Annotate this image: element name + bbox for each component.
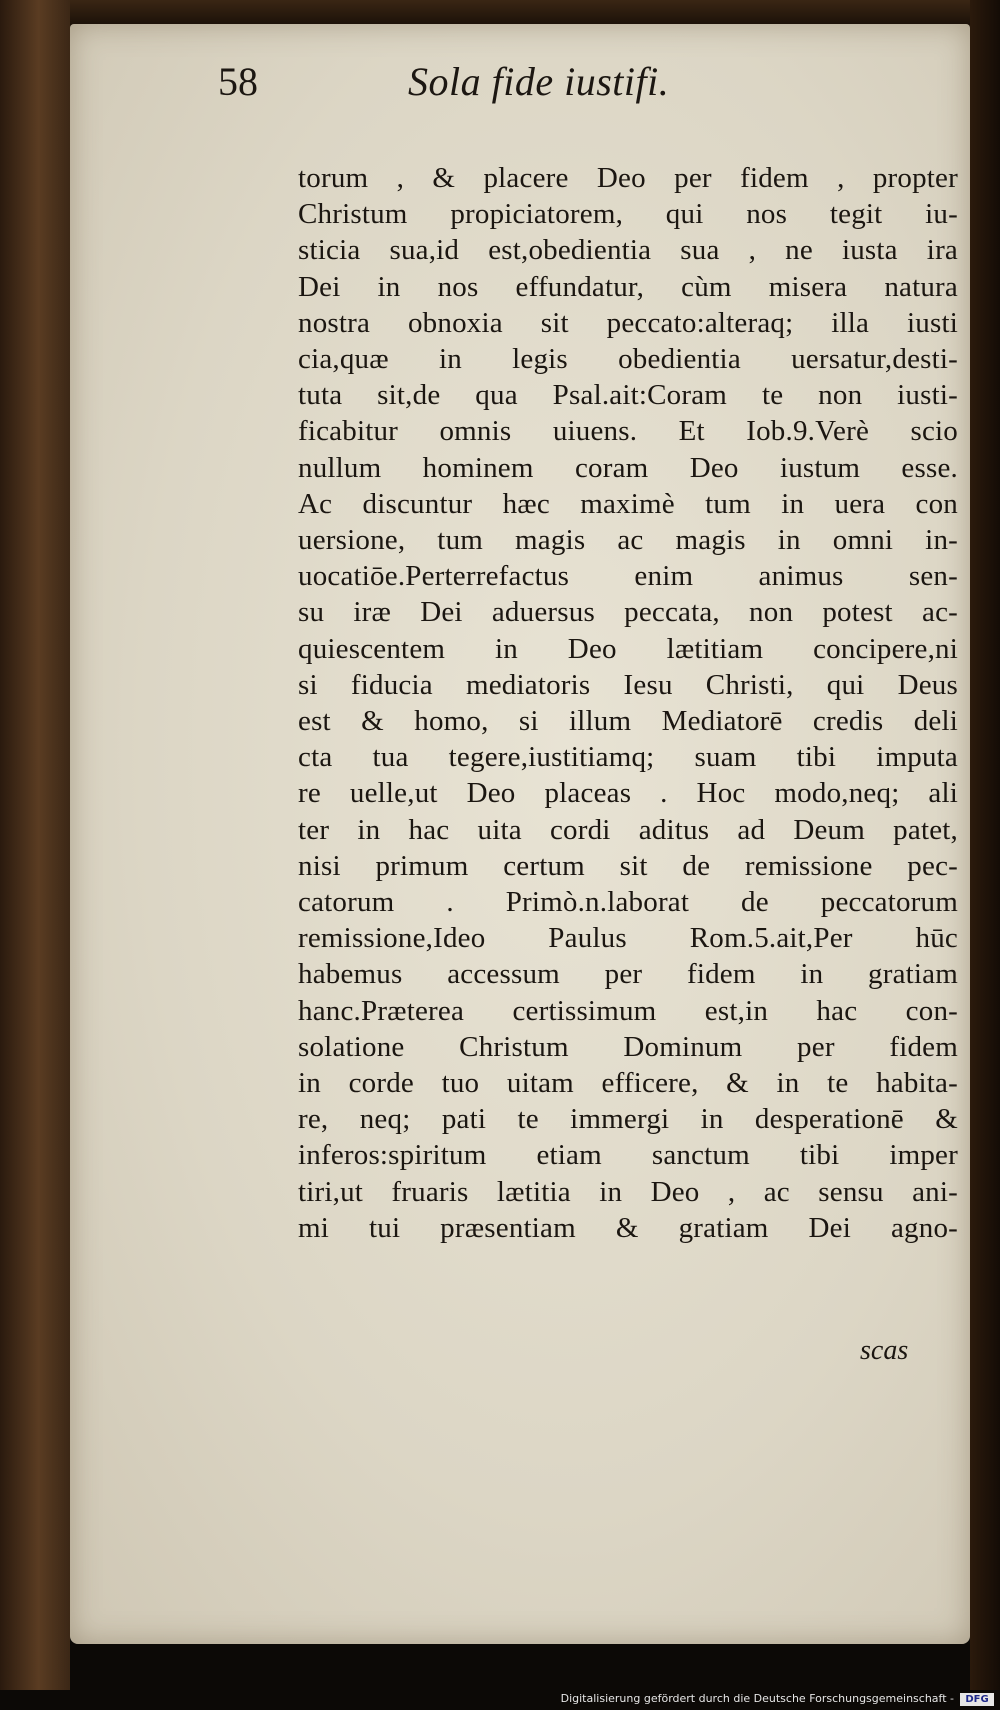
text-line: sticia sua,id est,obedientia sua , ne iusta ira	[298, 234, 958, 267]
text-line: Ac discuntur hæc maximè tum in uera con	[298, 487, 958, 520]
text-line: nullum hominem coram Deo iustum esse.	[298, 451, 958, 484]
text-line: si fiducia mediatoris Iesu Christi, qui Deus	[298, 668, 958, 701]
text-line: re, neq; pati te immergi in desperationē &	[298, 1103, 958, 1136]
page-number: 58	[218, 59, 258, 104]
text-line: Dei in nos effundatur, cùm misera natura	[298, 270, 958, 303]
body-text	[298, 160, 958, 1246]
text-line: in corde tuo uitam efficere, & in te habita-	[298, 1067, 958, 1100]
catchword: scas	[860, 1335, 909, 1366]
text-line: tiri,ut fruaris lætitia in Deo , ac sensu ani-	[298, 1175, 958, 1208]
text-line: uocatiōe.Perterrefactus enim animus sen-	[298, 560, 958, 593]
text-line: catorum . Primò.n.laborat de peccatorum	[298, 886, 958, 919]
book-binding-left	[0, 0, 70, 1710]
dfg-logo: DFG	[960, 1693, 994, 1706]
text-line: nostra obnoxia sit peccato:alteraq; illa iusti	[298, 306, 958, 339]
text-line: est & homo, si illum Mediatorē credis deli	[298, 705, 958, 738]
book-binding-right	[970, 0, 1000, 1710]
text-line: solatione Christum Dominum per fidem	[298, 1030, 958, 1063]
text-line: uersione, tum magis ac magis in omni in-	[298, 524, 958, 557]
text-line: ficabitur omnis uiuens. Et Iob.9.Verè scio	[298, 415, 958, 448]
text-line: habemus accessum per fidem in gratiam	[298, 958, 958, 991]
text-line: Christum propiciatorem, qui nos tegit iu-	[298, 198, 958, 231]
text-line: inferos:spiritum etiam sanctum tibi imper	[298, 1139, 958, 1172]
text-line: tuta sit,de qua Psal.ait:Coram te non iusti-	[298, 379, 958, 412]
text-line: cta tua tegere,iustitiamq; suam tibi imputa	[298, 741, 958, 774]
text-line: su iræ Dei aduersus peccata, non potest ac-	[298, 596, 958, 629]
text-line: hanc.Præterea certissimum est,in hac con-	[298, 994, 958, 1027]
page-header	[218, 58, 878, 118]
text-line: nisi primum certum sit de remissione pec-	[298, 849, 958, 882]
text-line: remissione,Ideo Paulus Rom.5.ait,Per hūc	[298, 922, 958, 955]
text-line: re uelle,ut Deo placeas . Hoc modo,neq; ali	[298, 777, 958, 810]
book-cover-top	[0, 0, 1000, 26]
text-line: torum , & placere Deo per fidem , propter	[298, 162, 958, 194]
footer-bar	[0, 1690, 1000, 1710]
funding-credit: Digitalisierung gefördert durch die Deutsche Forschungsgemeinschaft -	[560, 1692, 954, 1705]
text-line: mi tui præsentiam & gratiam Dei agno-	[298, 1211, 958, 1244]
text-line: ter in hac uita cordi aditus ad Deum patet,	[298, 813, 958, 846]
running-head: Sola fide iustifi.	[408, 59, 670, 104]
text-line: quiescentem in Deo lætitiam concipere,ni	[298, 632, 958, 665]
text-line: cia,quæ in legis obedientia uersatur,desti-	[298, 343, 958, 376]
